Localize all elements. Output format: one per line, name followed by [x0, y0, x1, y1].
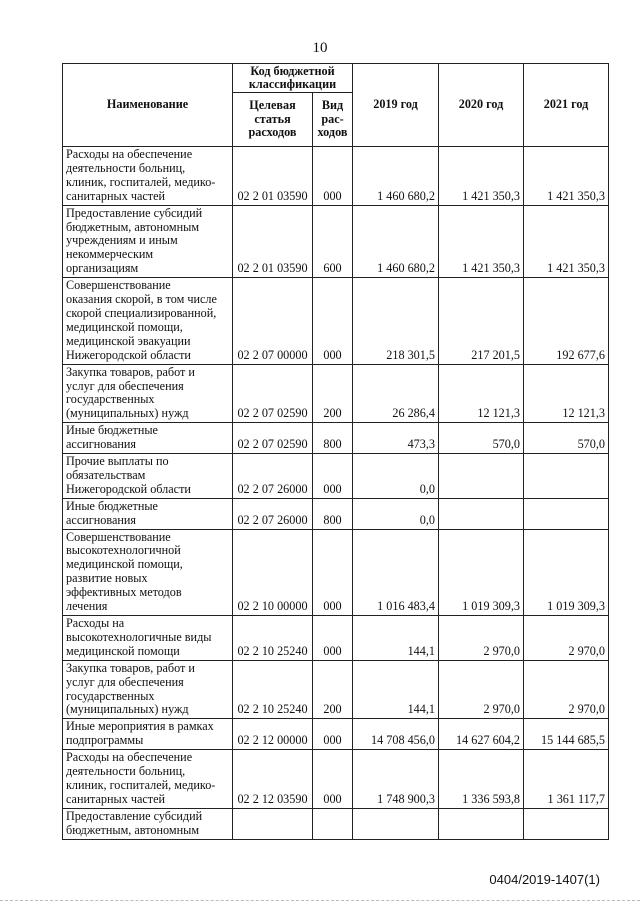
cell-expense-type: 600 — [313, 205, 353, 278]
cell-expense-type — [313, 808, 353, 839]
cell-2020: 1 019 309,3 — [439, 529, 524, 615]
cell-name-line: Прочие выплаты по — [66, 454, 169, 469]
cell-expense-type: 800 — [313, 423, 353, 454]
table-row — [63, 529, 609, 615]
cell-2020 — [439, 454, 524, 499]
cell-name-line: Предоставление субсидий — [66, 808, 203, 823]
cell-name-line: медицинской помощи, — [66, 319, 183, 334]
cell-2019: 26 286,4 — [353, 364, 439, 423]
header-expense-type: Вид рас-ходов — [313, 93, 353, 147]
cell-expense-type: 800 — [313, 498, 353, 529]
cell-target-article — [233, 808, 313, 839]
cell-name-line: деятельности больниц, — [66, 764, 186, 779]
cell-name-line: ассигнования — [66, 437, 137, 452]
cell-target-article: 02 2 01 03590 — [233, 205, 313, 278]
cell-name-line: клиник, госпиталей, медико- — [66, 174, 216, 189]
cell-name-line: Иные бюджетные — [66, 423, 158, 438]
cell-2019: 0,0 — [353, 454, 439, 499]
cell-2021: 1 421 350,3 — [524, 205, 609, 278]
cell-name — [63, 423, 233, 454]
cell-name — [63, 719, 233, 750]
table-header — [63, 64, 609, 147]
document-code: 0404/2019-1407(1) — [489, 872, 600, 887]
cell-name-line: Расходы на — [66, 616, 125, 630]
cell-2020: 2 970,0 — [439, 616, 524, 661]
cell-expense-type: 000 — [313, 147, 353, 206]
cell-name-line: (муниципальных) нужд — [66, 406, 189, 421]
cell-2020 — [439, 498, 524, 529]
cell-2021: 12 121,3 — [524, 364, 609, 423]
header-2021: 2021 год — [524, 64, 609, 147]
header-target-article: Целевая статья расходов — [233, 93, 313, 147]
cell-name-line: санитарных частей — [66, 188, 166, 203]
cell-2021 — [524, 454, 609, 499]
cell-2020: 217 201,5 — [439, 278, 524, 364]
table-row — [63, 278, 609, 364]
cell-name-line: санитарных частей — [66, 791, 166, 806]
table-row — [63, 808, 609, 839]
table-row — [63, 423, 609, 454]
cell-expense-type: 000 — [313, 529, 353, 615]
cell-2019: 1 460 680,2 — [353, 147, 439, 206]
cell-name-line: деятельности больниц, — [66, 160, 186, 175]
cell-name — [63, 529, 233, 615]
cell-name — [63, 750, 233, 809]
cell-name-line: учреждениям и иным — [66, 233, 178, 248]
cell-2019: 218 301,5 — [353, 278, 439, 364]
cell-target-article: 02 2 07 26000 — [233, 498, 313, 529]
cell-name-line: медицинской помощи — [66, 643, 180, 658]
cell-2019: 14 708 456,0 — [353, 719, 439, 750]
cell-name-line: обязательствам — [66, 467, 146, 482]
cell-2021: 2 970,0 — [524, 660, 609, 719]
cell-name-line: эффективных методов — [66, 585, 182, 600]
cell-2020: 12 121,3 — [439, 364, 524, 423]
cell-name-line: Предоставление субсидий — [66, 205, 203, 220]
cell-name-line: услуг для обеспечения — [66, 674, 184, 689]
cell-name-line: Совершенствование — [66, 529, 171, 544]
cell-name — [63, 147, 233, 206]
cell-expense-type: 000 — [313, 750, 353, 809]
cell-expense-type: 200 — [313, 660, 353, 719]
cell-name-line: ассигнования — [66, 512, 137, 527]
cell-2020: 1 421 350,3 — [439, 147, 524, 206]
cell-target-article: 02 2 07 02590 — [233, 364, 313, 423]
table-row — [63, 454, 609, 499]
cell-2021 — [524, 808, 609, 839]
cell-2019: 1 748 900,3 — [353, 750, 439, 809]
cell-name-line: медицинской помощи, — [66, 557, 183, 572]
cell-name-line: Иные бюджетные — [66, 498, 158, 513]
cell-2021: 192 677,6 — [524, 278, 609, 364]
cell-name-line: государственных — [66, 688, 155, 703]
cell-name-line: Нижегородской области — [66, 347, 191, 362]
table-row — [63, 364, 609, 423]
cell-2019: 0,0 — [353, 498, 439, 529]
cell-name-line: лечения — [66, 599, 108, 614]
header-name: Наименование — [63, 64, 233, 147]
table-row — [63, 750, 609, 809]
cell-target-article: 02 2 10 25240 — [233, 660, 313, 719]
table-body — [63, 147, 609, 840]
cell-expense-type: 000 — [313, 278, 353, 364]
cell-2021: 2 970,0 — [524, 616, 609, 661]
cell-name — [63, 660, 233, 719]
cell-name — [63, 498, 233, 529]
table-row — [63, 147, 609, 206]
cell-2019: 144,1 — [353, 660, 439, 719]
cell-name — [63, 205, 233, 278]
cell-name-line: Иные мероприятия в рамках — [66, 719, 214, 734]
cell-name — [63, 278, 233, 364]
cell-2021 — [524, 498, 609, 529]
cell-2020 — [439, 808, 524, 839]
cell-2019: 1 460 680,2 — [353, 205, 439, 278]
cell-name-line: государственных — [66, 392, 155, 407]
cell-target-article: 02 2 01 03590 — [233, 147, 313, 206]
cell-expense-type: 200 — [313, 364, 353, 423]
header-budget-code: Код бюджетной классификации — [233, 64, 353, 93]
table-row — [63, 205, 609, 278]
cell-name-line: Расходы на обеспечение — [66, 750, 193, 765]
table-row — [63, 719, 609, 750]
cell-2020: 2 970,0 — [439, 660, 524, 719]
table-row — [63, 498, 609, 529]
cell-2019: 1 016 483,4 — [353, 529, 439, 615]
cell-2019 — [353, 808, 439, 839]
cell-name — [63, 808, 233, 839]
cell-target-article: 02 2 07 00000 — [233, 278, 313, 364]
cell-name-line: (муниципальных) нужд — [66, 702, 189, 717]
cell-target-article: 02 2 12 00000 — [233, 719, 313, 750]
cell-expense-type: 000 — [313, 616, 353, 661]
cell-2021: 1 361 117,7 — [524, 750, 609, 809]
cell-2020: 1 421 350,3 — [439, 205, 524, 278]
header-2019: 2019 год — [353, 64, 439, 147]
cell-2020: 14 627 604,2 — [439, 719, 524, 750]
cell-expense-type: 000 — [313, 719, 353, 750]
cell-target-article: 02 2 10 25240 — [233, 616, 313, 661]
cell-target-article: 02 2 07 26000 — [233, 454, 313, 499]
budget-table — [62, 63, 609, 840]
cell-name-line: некоммерческим — [66, 247, 154, 262]
cell-name-line: услуг для обеспечения — [66, 378, 184, 393]
cell-name-line: высокотехнологичные виды — [66, 629, 212, 644]
header-2020: 2020 год — [439, 64, 524, 147]
cell-name-line: Закупка товаров, работ и — [66, 364, 195, 379]
cell-name-line: клиник, госпиталей, медико- — [66, 777, 216, 792]
cell-name-line: оказания скорой, в том числе — [66, 292, 217, 307]
cell-name-line: бюджетным, автономным — [66, 219, 200, 234]
cell-name-line: Расходы на обеспечение — [66, 147, 193, 161]
cell-target-article: 02 2 12 03590 — [233, 750, 313, 809]
cell-name — [63, 364, 233, 423]
table-row — [63, 616, 609, 661]
cell-2020: 570,0 — [439, 423, 524, 454]
cell-name-line: организациям — [66, 261, 139, 276]
table-row — [63, 660, 609, 719]
cell-2021: 1 019 309,3 — [524, 529, 609, 615]
cell-name-line: Нижегородской области — [66, 481, 191, 496]
cell-name-line: Закупка товаров, работ и — [66, 660, 195, 675]
cell-expense-type: 000 — [313, 454, 353, 499]
cell-2019: 144,1 — [353, 616, 439, 661]
cell-2019: 473,3 — [353, 423, 439, 454]
cell-2020: 1 336 593,8 — [439, 750, 524, 809]
cell-name-line: высокотехнологичной — [66, 543, 181, 558]
cell-target-article: 02 2 07 02590 — [233, 423, 313, 454]
cell-name-line: скорой специализированной, — [66, 305, 217, 320]
cell-2021: 1 421 350,3 — [524, 147, 609, 206]
page-number: 10 — [312, 40, 328, 56]
cell-2021: 15 144 685,5 — [524, 719, 609, 750]
cell-name — [63, 616, 233, 661]
cell-target-article: 02 2 10 00000 — [233, 529, 313, 615]
cell-name — [63, 454, 233, 499]
scan-edge — [0, 900, 640, 902]
cell-name-line: развитие новых — [66, 571, 148, 586]
cell-name-line: медицинской эвакуации — [66, 333, 191, 348]
cell-name-line: бюджетным, автономным — [66, 822, 200, 837]
cell-2021: 570,0 — [524, 423, 609, 454]
cell-name-line: подпрограммы — [66, 733, 144, 748]
cell-name-line: Совершенствование — [66, 278, 171, 293]
